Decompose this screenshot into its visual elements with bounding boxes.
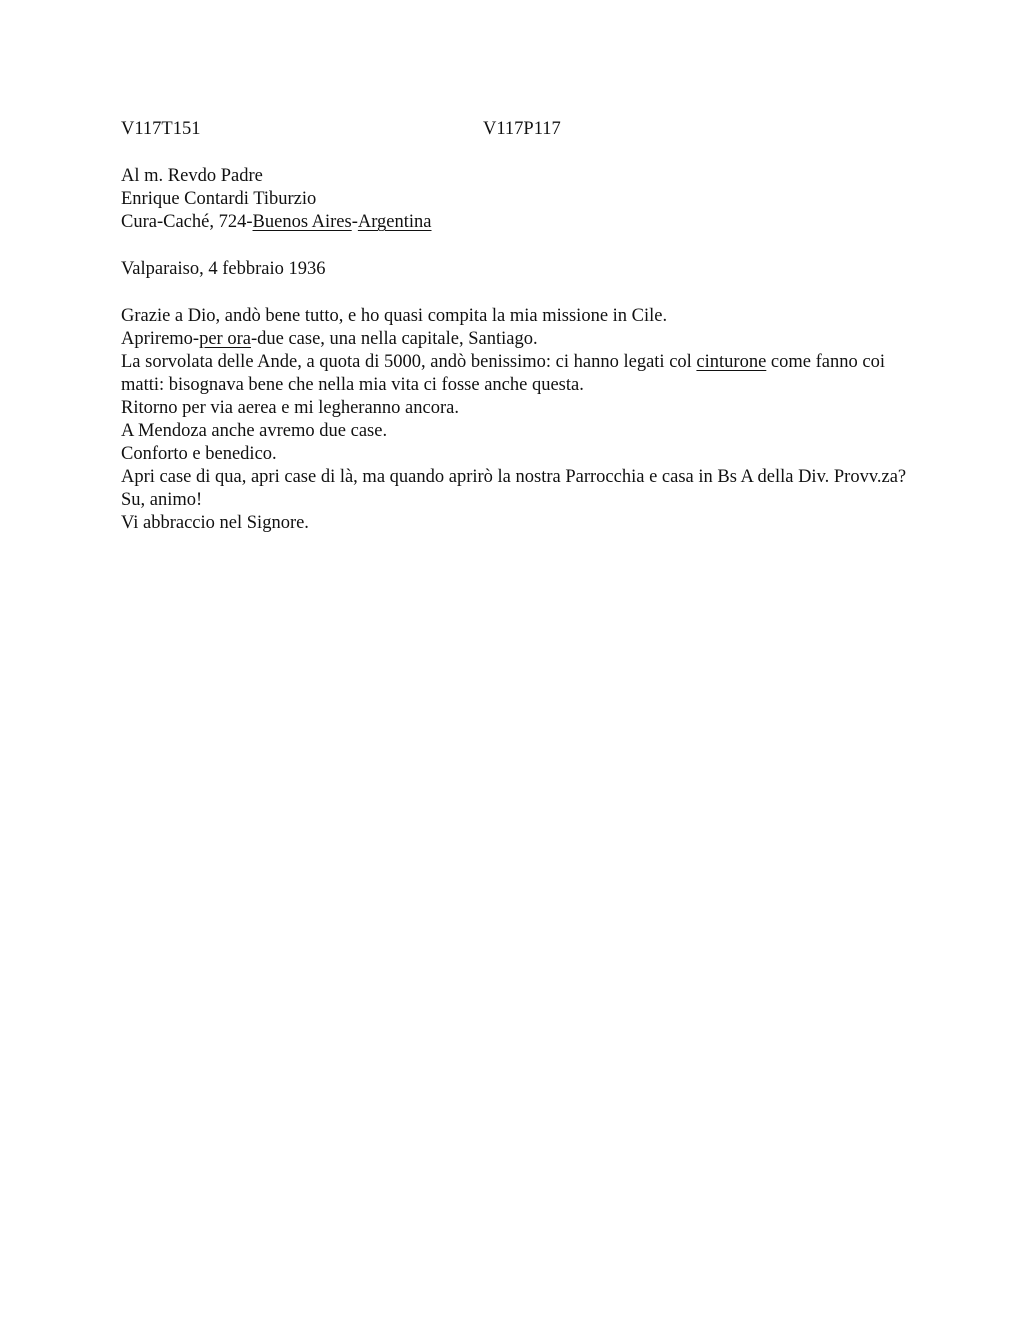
- body-line-5: A Mendoza anche avremo due case.: [121, 421, 388, 441]
- document-id-right: V117P117: [483, 119, 561, 139]
- body-line-2-underlined: per ora: [199, 329, 251, 349]
- body-line-3-suffix: come fanno coi matti: bisognava bene che nella mia vita ci fosse anche questa.: [121, 352, 885, 395]
- body-line-6: Conforto e benedico.: [121, 444, 277, 464]
- place-and-date: [121, 258, 921, 281]
- address-separator: -: [351, 212, 358, 232]
- address-line-2: Enrique Contardi Tiburzio: [121, 189, 317, 209]
- address-city: Buenos Aires: [252, 212, 352, 232]
- place-date-text: Valparaiso, 4 febbraio 1936: [121, 259, 326, 279]
- body-line-2: [121, 328, 921, 351]
- body-line-4: Ritorno per via aerea e mi legheranno ancora.: [121, 398, 459, 418]
- document-ids: [121, 118, 921, 141]
- address-street: Cura-Caché, 724-: [121, 212, 253, 232]
- address-line-1: Al m. Revdo Padre: [121, 166, 263, 186]
- body-line-3-prefix: La sorvolata delle Ande, a quota di 5000, andò benissimo: ci hanno legati col: [121, 352, 697, 372]
- recipient-address: [121, 165, 921, 234]
- body-line-7: Apri case di qua, apri case di là, ma quando aprirò la nostra Parrocchia e casa in Bs A della Div. Provv.za? Su, animo!: [121, 467, 907, 510]
- letter-page: [121, 118, 921, 535]
- letter-body: [121, 305, 921, 535]
- address-country: Argentina: [357, 212, 432, 232]
- closing-line: Vi abbraccio nel Signore.: [121, 513, 309, 533]
- body-line-1: Grazie a Dio, andò bene tutto, e ho quasi compita la mia missione in Cile.: [121, 306, 668, 326]
- address-line-3: [121, 211, 921, 234]
- body-line-3-underlined: cinturone: [696, 352, 767, 372]
- body-line-3: [121, 351, 921, 397]
- document-id-left: V117T151: [121, 119, 201, 139]
- body-line-2-prefix: Apriremo-: [121, 329, 200, 349]
- body-line-2-suffix: -due case, una nella capitale, Santiago.: [250, 329, 538, 349]
